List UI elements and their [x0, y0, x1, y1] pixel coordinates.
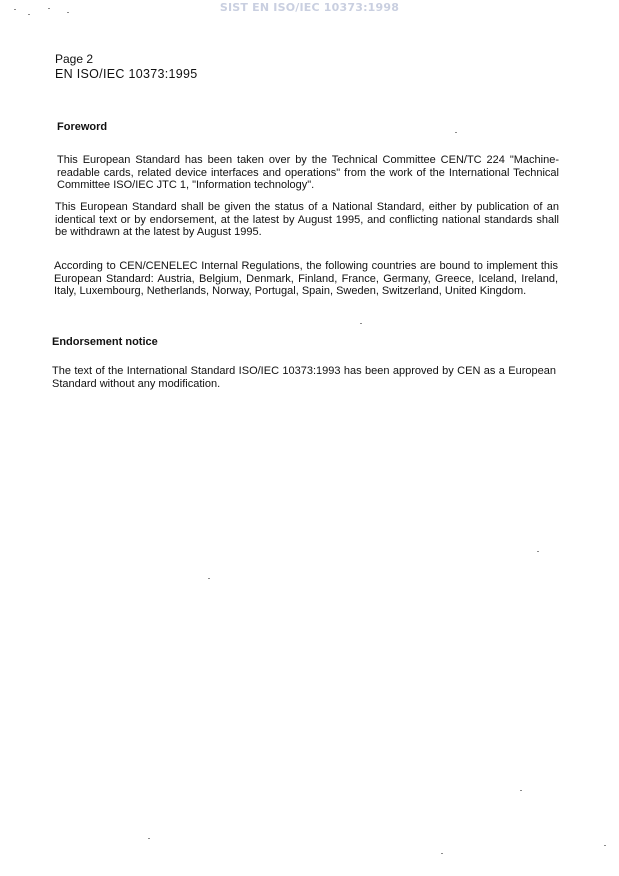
foreword-paragraph-3: According to CEN/CENELEC Internal Regulations, the following countries are bound to implement this European Standard: Austria, Belgium, Denmark, Finland, France, Germany, Greece, Iceland, Ireland, Italy, Luxembourg, Netherlands, Norway, Portugal, Spain, Sweden, Switzerland, United Kingdom. [54, 260, 558, 297]
document-reference: EN ISO/IEC 10373:1995 [55, 67, 198, 81]
scan-speck [148, 838, 150, 839]
scan-speck [604, 845, 606, 846]
scan-speck [48, 8, 50, 9]
scan-speck [537, 551, 539, 552]
foreword-paragraph-2: This European Standard shall be given the status of a National Standard, either by publication of an identical text or by endorsement, at the latest by August 1995, and conflicting national standards shall be withdrawn at the latest by August 1995. [55, 201, 559, 238]
scan-speck [208, 578, 210, 579]
scan-speck [360, 323, 362, 324]
scan-speck [67, 12, 69, 13]
foreword-paragraph-1: This European Standard has been taken over by the Technical Committee CEN/TC 224 "Machine-readable cards, related device interfaces and operations" from the work of the International Technical Committee ISO/IEC JTC 1, "Information technology". [57, 154, 559, 191]
page-number: Page 2 [55, 52, 94, 66]
scan-speck [520, 790, 522, 791]
scan-speck [455, 132, 457, 133]
endorsement-heading: Endorsement notice [52, 336, 158, 348]
page-header [55, 52, 198, 82]
foreword-heading: Foreword [57, 121, 108, 133]
endorsement-paragraph: The text of the International Standard ISO/IEC 10373:1993 has been approved by CEN as a European Standard without any modification. [52, 365, 556, 390]
scan-speck [28, 14, 30, 15]
scan-speck [14, 9, 16, 10]
scan-speck [441, 853, 443, 854]
watermark: SIST EN ISO/IEC 10373:1998 [219, 1, 400, 14]
